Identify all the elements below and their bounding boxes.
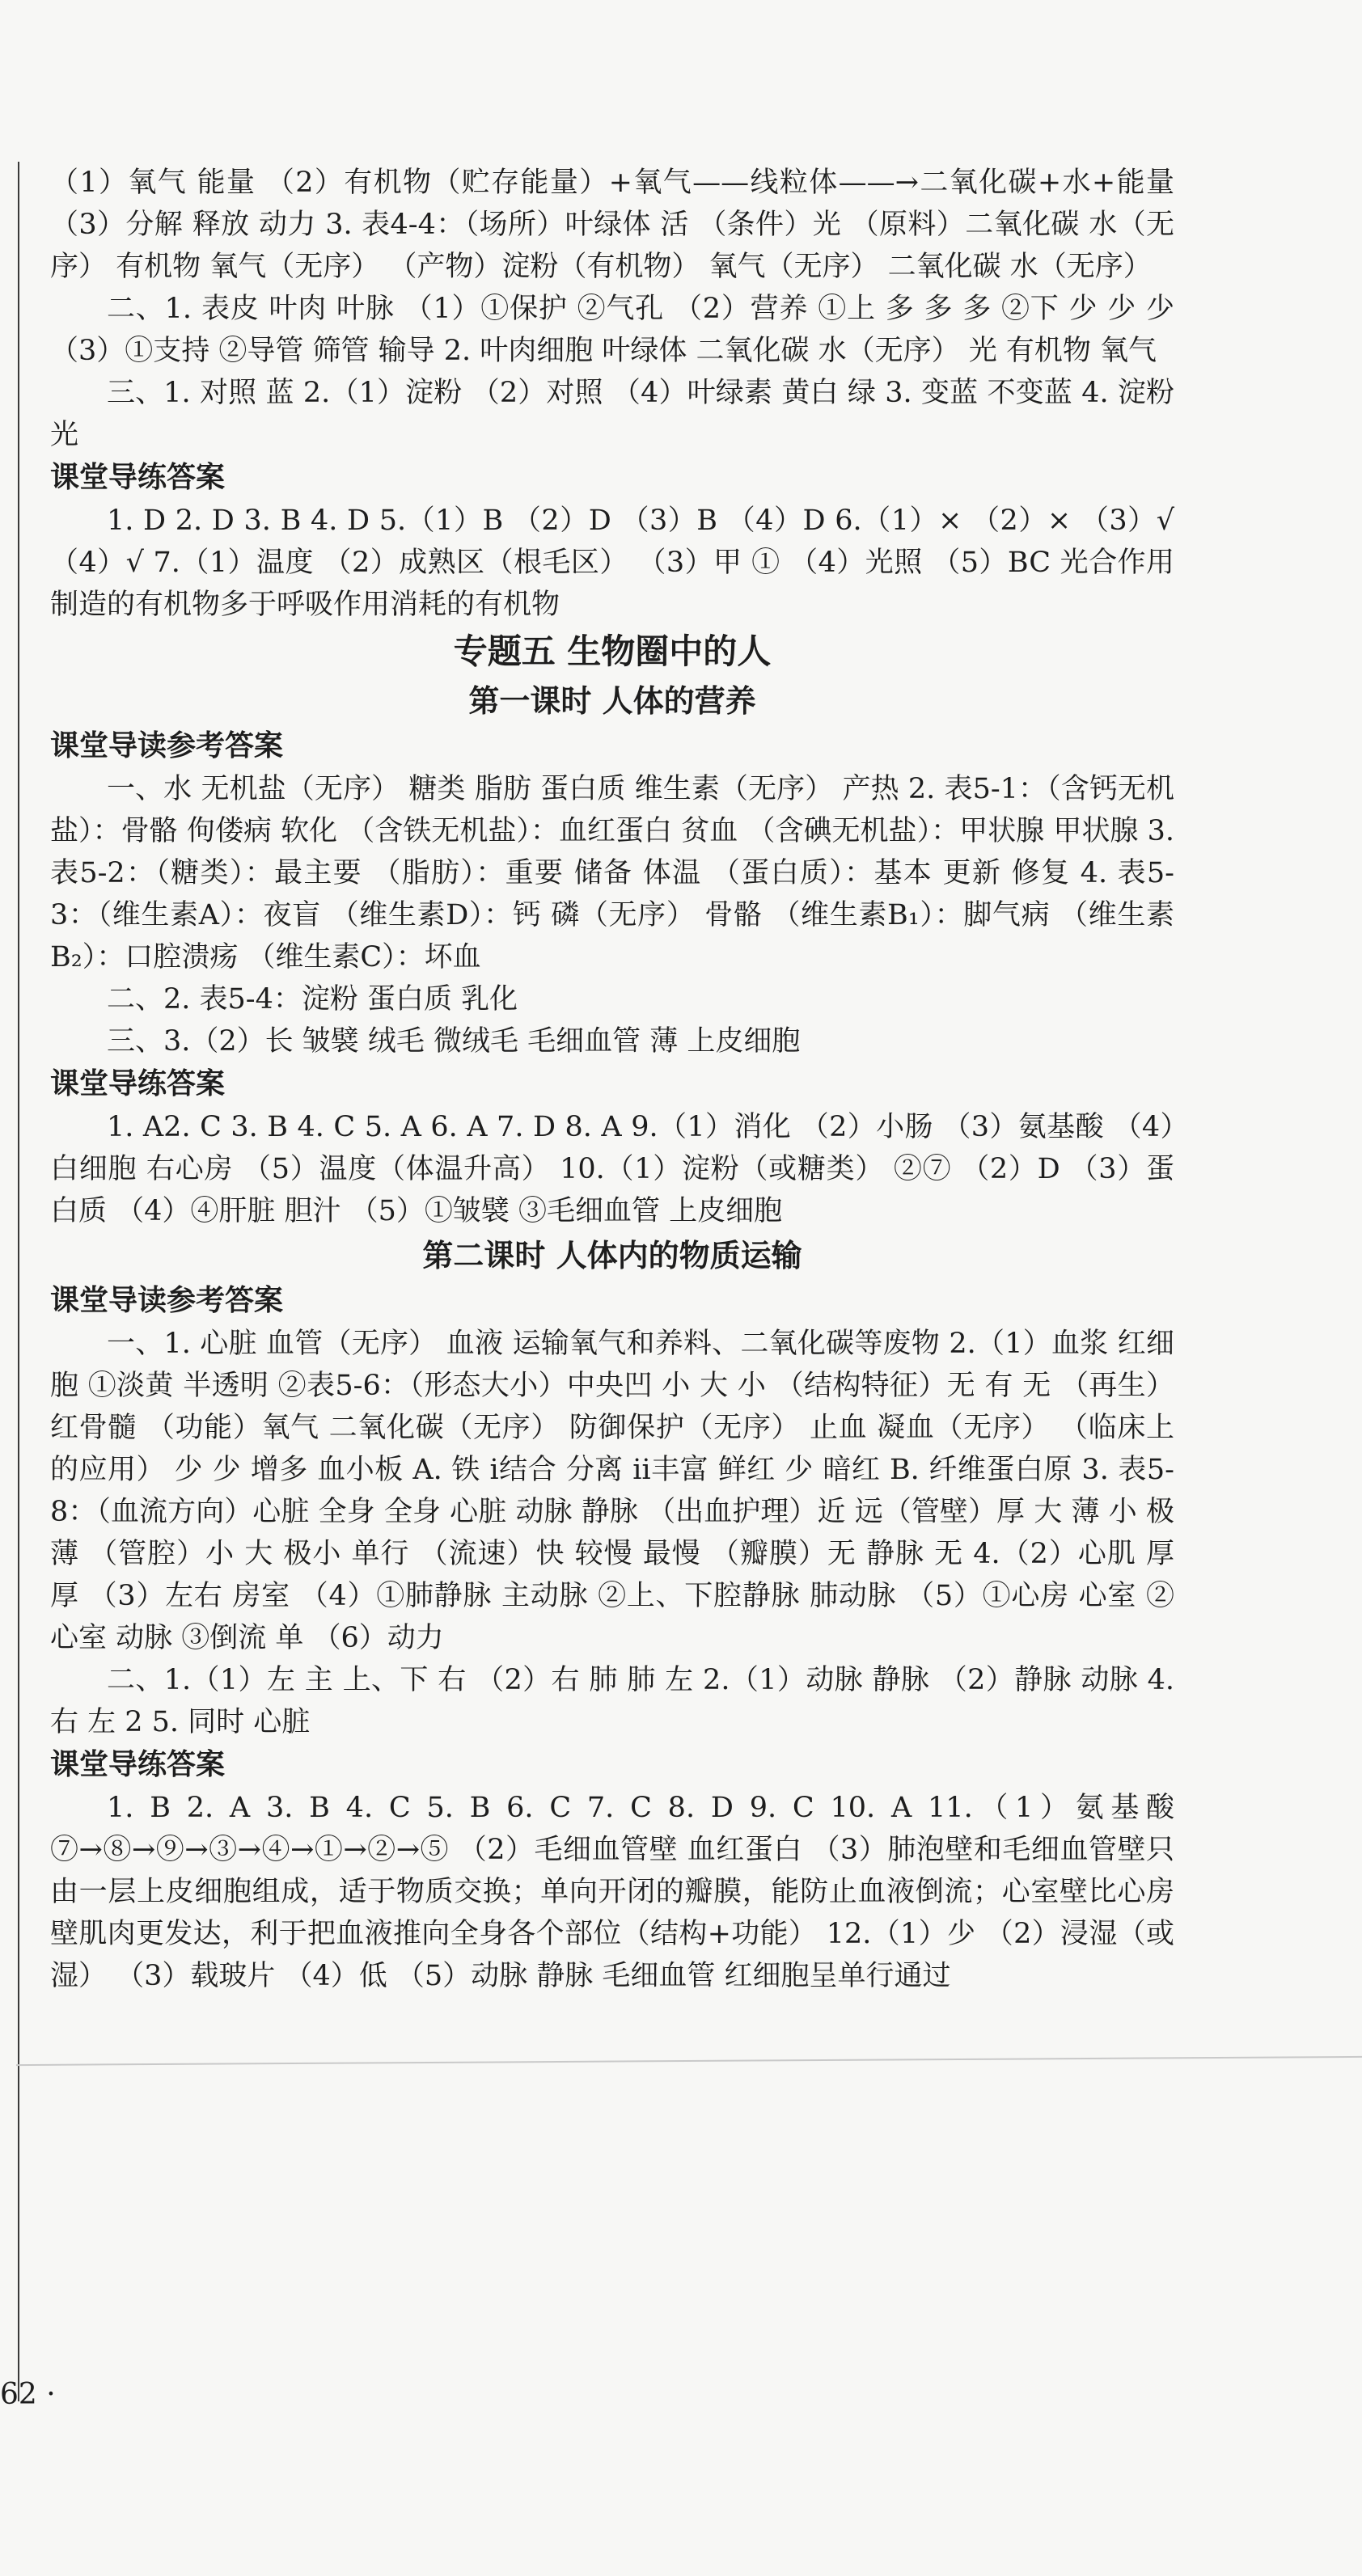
section-heading: 课堂导读参考答案	[50, 1284, 284, 1317]
paragraph-photosynthesis-respiration: （1）氧气 能量 （2）有机物（贮存能量）+氧气——线粒体——→二氧化碳+水+能量 （3）分解 释放 动力 3. 表4-4：（场所）叶绿体 活 （条件）光 （原料）二氧化碳 水（无序） 有机物 氧气（无序） （产物）淀粉（有机物） 氧气（无序） 二氧化碳 水（无序）	[50, 167, 1174, 283]
paragraph-blood-circulation: 一、1. 心脏 血管（无序） 血液 运输氧气和养料、二氧化碳等废物 2.（1）血浆 红细胞 ①淡黄 半透明 ②表5-6：（形态大小）中央凹 小 大 小 （结构特征）无 有 无 （再生）红骨髓 （功能）氧气 二氧化碳（无序） 防御保护（无序） 止血 凝血（无序） （临床上的应用） 少 少 增多 血小板 A. 铁 ⅰ结合 分离 ⅱ丰富 鲜红 少 暗红 B. 纤维蛋白原 3. 表5-8：（血流方向）心脏 全身 全身 心脏 动脉 静脉 （出血护理）近 远（管壁）厚 大 薄 小 极薄 （管腔）小 大 极小 单行 （流速）快 较慢 最慢 （瓣膜）无 静脉 无 4.（2）心肌 厚 厚 （3）左右 房室 （4）①肺静脉 主动脉 ②上、下腔静脉 肺动脉 （5）①心房 心室 ②心室 动脉 ③倒流 单 （6）动力	[50, 1328, 1174, 1654]
page-number: 62 ·	[0, 2378, 56, 2411]
paragraph-nutrients: 一、水 无机盐（无序） 糖类 脂肪 蛋白质 维生素（无序） 产热 2. 表5-1：（含钙无机盐）：骨骼 佝偻病 软化 （含铁无机盐）：血红蛋白 贫血 （含碘无机盐）：甲状腺 甲状腺 3. 表5-2：（糖类）：最主要 （脂肪）：重要 储备 体温 （蛋白质）：基本 更新 修复 4. 表5-3：（维生素A）：夜盲 （维生素D）：钙 磷（无序） 骨骼 （维生素B₁）：脚气病 （维生素B₂）：口腔溃疡 （维生素C）：坏血	[50, 773, 1174, 973]
paragraph-experiment: 三、1. 对照 蓝 2.（1）淀粉 （2）对照 （4）叶绿素 黄白 绿 3. 变蓝 不变蓝 4. 淀粉 光	[50, 377, 1174, 451]
topic-title: 专题五 生物圈中的人	[453, 631, 772, 671]
answer-content	[50, 162, 1174, 1997]
paragraph-circulation-path: 二、1.（1）左 主 上、下 右 （2）右 肺 肺 左 2.（1）动脉 静脉 （2）静脉 动脉 4. 右 左 2 5. 同时 心脏	[50, 1664, 1174, 1738]
lesson-title: 第二课时 人体内的物质运输	[422, 1238, 802, 1273]
section-heading: 课堂导练答案	[50, 461, 226, 494]
section-heading: 课堂导读参考答案	[50, 729, 284, 762]
section-heading: 课堂导练答案	[50, 1748, 226, 1781]
paragraph-practice-answers: 1. B 2. A 3. B 4. C 5. B 6. C 7. C 8. D 9. C 10. A 11.（1）氨基酸 ⑦→⑧→⑨→③→④→①→②→⑤ （2）毛细血管壁 血红蛋白 （3）肺泡壁和毛细血管壁只由一层上皮细胞组成，适于物质交换；单向开闭的瓣膜，能防止血液倒流；心室壁比心房壁肌肉更发达，利于把血液推向全身各个部位（结构+功能） 12.（1）少 （2）浸湿（或湿） （3）载玻片 （4）低 （5）动脉 静脉 毛细血管 红细胞呈单行通过	[50, 1792, 1174, 1992]
paragraph-digestion: 二、2. 表5-4：淀粉 蛋白质 乳化	[107, 983, 518, 1016]
paragraph-practice-answers: 1. D 2. D 3. B 4. D 5.（1）B （2）D （3）B （4）D 6.（1）× （2）× （3）√ （4）√ 7.（1）温度 （2）成熟区（根毛区） （3）甲 ① （4）光照 （5）BC 光合作用制造的有机物多于呼吸作用消耗的有机物	[50, 505, 1174, 621]
paragraph-absorption: 三、3.（2）长 皱襞 绒毛 微绒毛 毛细血管 薄 上皮细胞	[107, 1025, 801, 1058]
section-heading: 课堂导练答案	[50, 1067, 226, 1100]
paragraph-leaf-structure: 二、1. 表皮 叶肉 叶脉 （1）①保护 ②气孔 （2）营养 ①上 多 多 多 ②下 少 少 少 （3）①支持 ②导管 筛管 输导 2. 叶肉细胞 叶绿体 二氧化碳 水（无序） 光 有机物 氧气	[50, 293, 1174, 367]
page-fold-line	[16, 2056, 1362, 2066]
paragraph-practice-answers: 1. A2. C 3. B 4. C 5. A 6. A 7. D 8. A 9.（1）消化 （2）小肠 （3）氨基酸 （4）白细胞 右心房 （5）温度（体温升高） 10.（1）淀粉（或糖类） ②⑦ （2）D （3）蛋白质 （4）④肝脏 胆汁 （5）①皱襞 ③毛细血管 上皮细胞	[50, 1111, 1174, 1227]
lesson-title: 第一课时 人体的营养	[468, 683, 756, 719]
